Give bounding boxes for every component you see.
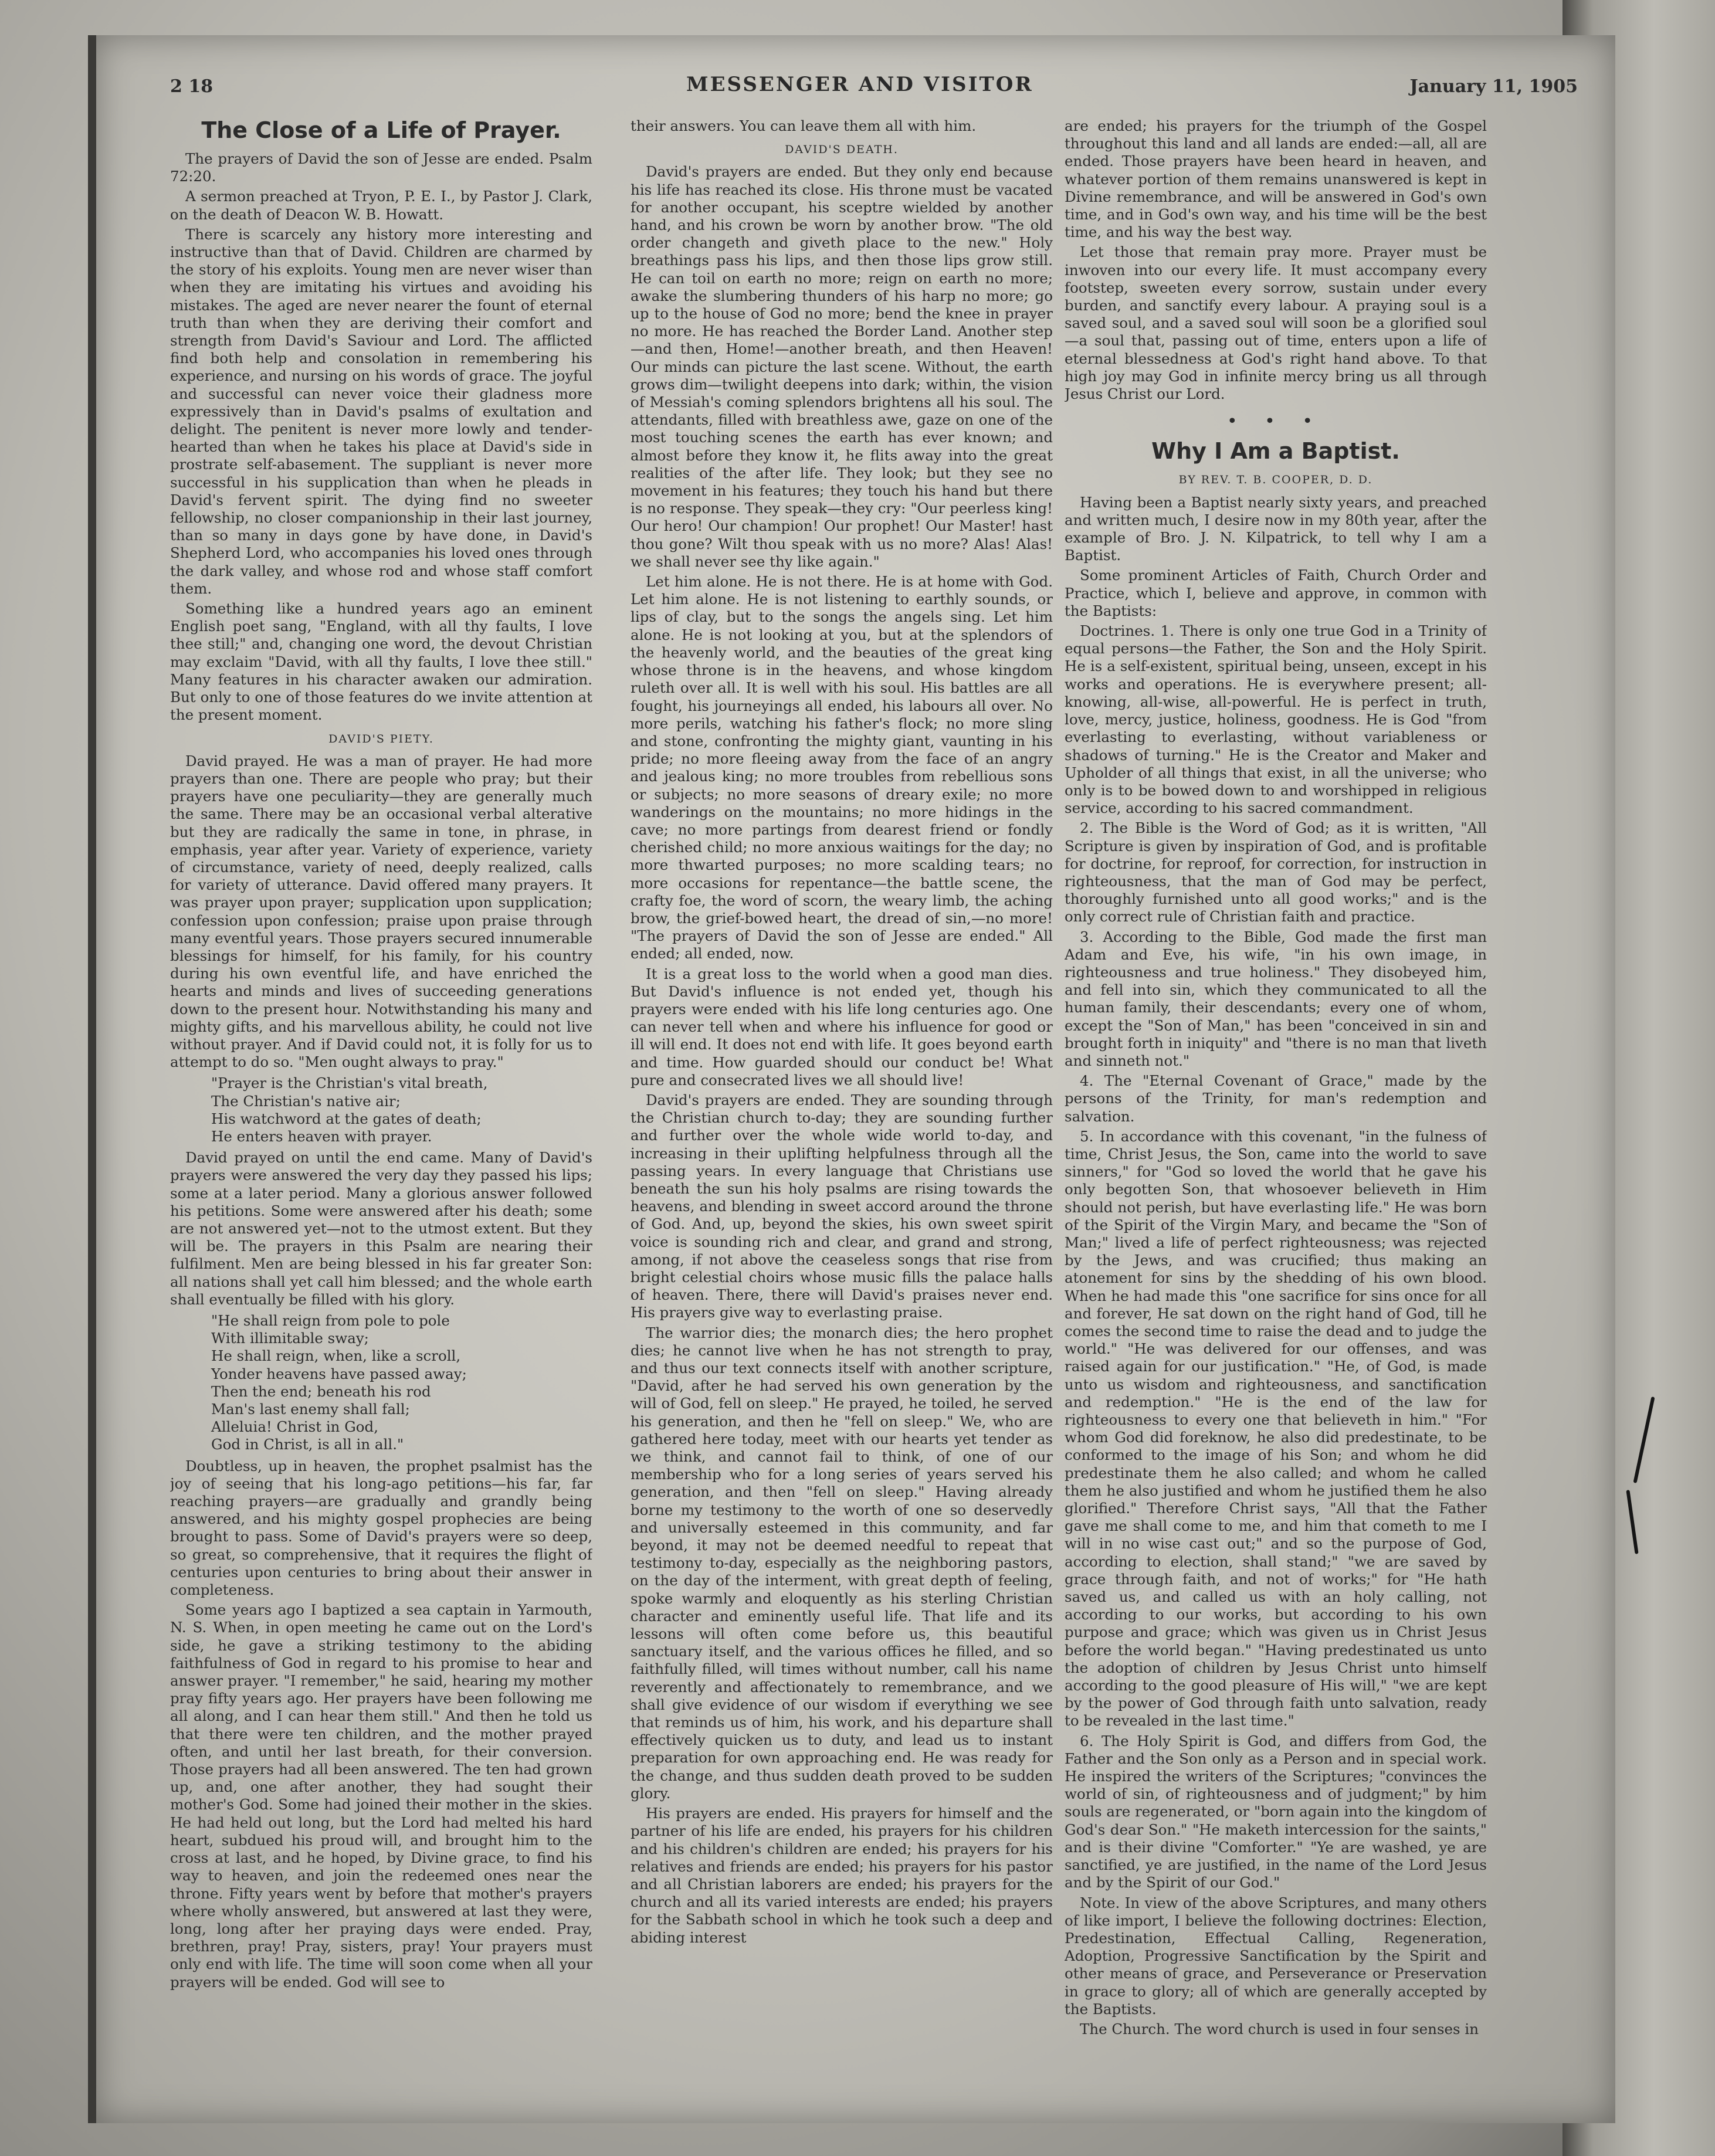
- paragraph: Let him alone. He is not there. He is at home with God. Let him alone. He is not listening to earthly sounds, or lips of clay, but to the songs the angels sing. Let him alone. He is not looking at you, but at the splendors of the heavenly world, and the beauties of the great king whose throne is in the heavens, and whose kingdom ruleth over all. It is well with his soul. His battles are all fought, his journeyings all ended, his labours all over. No more perils, watching his father's flock; no more sling and stone, confronting the mighty giant, vaunting in his pride; no more fleeing away from the face of an angry and jealous king; no more troubles from rebellious sons or subjects; no more seasons of dreary exile; no more wanderings on the mountains; no more hidings in the cave; no more partings from dearest friend or fondly cherished child; no more anxious waitings for the day; no more thwarted purposes; no more scalding tears; no more occasions for repentance—the battle scene, the crafty foe, the word of scorn, the weary limb, the aching brow, the grief-bowed heart, the dread of sin,—no more! "The prayers of David the son of Jesse are ended." All ended; all ended, now.: [631, 573, 1053, 962]
- paragraph: A sermon preached at Tryon, P. E. I., by Pastor J. Clark, on the death of Deacon W. B. Howatt.: [170, 188, 592, 223]
- paragraph: their answers. You can leave them all with him.: [631, 117, 977, 134]
- paragraph: Let those that remain pray more. Prayer must be inwoven into our every life. It must accompany every footstep, sweeten every sorrow, sustain under every burden, and sanctify every labour. A praying soul is a saved soul, and a saved soul will soon be a glorified soul—a soul that, passing out of time, enters upon a life of eternal blessedness at God's right hand above. To that high joy may God in infinite mercy bring us all through Jesus Christ our Lord.: [1065, 243, 1487, 403]
- paragraph: There is scarcely any history more interesting and instructive than that of David. Children are charmed by the story of his exploits. Young men are never wiser than when they are imitating his virtues and avoiding his mistakes. The aged are never nearer the fount of eternal truth than when they are deriving their comfort and strength from David's Saviour and Lord. The afflicted find both help and consolation in remembering his experience, and nursing on his words of grace. The joyful and successful can never voice their gladness more expressively than in David's psalms of exultation and delight. The penitent is never more lowly and tender-hearted than when he takes his place at David's side in prostrate self-abasement. The suppliant is never more successful in his supplication than when he pleads in David's fervent spirit. The dying find no sweeter fellowship, no closer companionship in their last journey, than so many in days gone by have done, in David's Shepherd Lord, who accompanies his loved ones through the dark valley, and whose rod and whose staff comfort them.: [170, 225, 592, 597]
- paragraph: It is a great loss to the world when a good man dies. But David's influence is not ended yet, though his prayers were ended with his life long centuries ago. One can never tell when and where his influence for good or ill will end. It does not end with life. It goes beyond earth and time. How guarded should our conduct be! What pure and consecrated lives we all should live!: [631, 965, 1053, 1089]
- masthead-title: MESSENGER AND VISITOR: [686, 73, 1033, 96]
- paragraph: Some prominent Articles of Faith, Church Order and Practice, which I, believe and approve, in common with the Baptists:: [1065, 567, 1487, 619]
- paragraph: His prayers are ended. His prayers for himself and the partner of his life are ended, his prayers for his children and his children's children are ended; his prayers for his relatives and friends are ended; his prayers for his pastor and all Christian laborers are ended; his prayers for the church and all its varied interests are ended; his prayers for the Sabbath school in which he took such a deep and abiding interest: [631, 1805, 1053, 1946]
- column-2: [631, 117, 1053, 2111]
- paragraph: David prayed on until the end came. Many of David's prayers were answered the very day they passed his lips; some at a later period. Many a glorious answer followed his petitions. Some were answered after his death; some are not answered yet—not to the utmost extent. But they will be. The prayers in this Psalm are nearing their fulfilment. Men are being blessed in his far greater Son: all nations shall yet call him blessed; and the whole earth shall eventually be filled with his glory.: [170, 1149, 592, 1308]
- section-divider: • • •: [1227, 412, 1324, 430]
- poem-verse: "Prayer is the Christian's vital breath, The Christian's native air; His watchword at the gates of death; He enters heaven with prayer.: [211, 1074, 488, 1145]
- paragraph: are ended; his prayers for the triumph of the Gospel throughout this land and all lands are ended:—all, all are ended. Those prayers have been heard in heaven, and whatever portion of them remains unanswered is kept in Divine remembrance, and will be answered in God's own time, and in God's own way, and his time will be the best time, and his way the best way.: [1065, 117, 1487, 241]
- column-1: [170, 117, 592, 2111]
- page-header: [170, 70, 1578, 106]
- paragraph: Something like a hundred years ago an eminent English poet sang, "England, with all thy faults, I love thee still;" and, changing one word, the devout Christian may exclaim "David, with all thy faults, I love thee still." Many features in his character awaken our admiration. But only to one of those features do we invite attention at the present moment.: [170, 600, 592, 724]
- article-headline: Why I Am a Baptist.: [1151, 438, 1400, 465]
- paragraph: The warrior dies; the monarch dies; the hero prophet dies; he cannot live when he has not strength to pray, and thus our text connects itself with another scripture, "David, after he had served his own generation by the will of God, fell on sleep." He prayed, he toiled, he served his generation, and then he "fell on sleep." We, who are gathered here today, meet with our hearts yet tender as we think, and cannot fail to think, of one of our membership who for a long series of years served his generation, and then "fell on sleep." Having already borne my testimony to the worth of one so deservedly and universally esteemed in this community, and far beyond, it may not be deemed needful to repeat that testimony to-day, especially as the neighboring pastors, on the day of the interment, with great depth of feeling, spoke warmly and eloquently as his sterling Christian character and eminently useful life. That life and its lessons will often come before us, this beautiful sanctuary itself, and the various offices he filled, and so faithfully filled, will times without number, call his name reverently and affectionately to remembrance, and we shall give evidence of our wisdom if everything we see that reminds us of him, his work, and his departure shall effectively quicken us to duty, and lead us to instant preparation for own approaching end. He was ready for the change, and thus sudden death proved to be sudden glory.: [631, 1324, 1053, 1802]
- paragraph: Doctrines. 1. There is only one true God in a Trinity of equal persons—the Father, the Son and the Holy Spirit. He is a self-existent, spiritual being, unseen, except in his works and operations. He is everywhere present; all-knowing, all-wise, all-powerful. He is perfect in truth, love, mercy, justice, holiness, goodness. He is God "from everlasting to everlasting, without variableness or shadows of turning." He is the Creator and Maker and Upholder of all things that exist, in all the universe; who only is to be bowed down to and worshipped in religious service, according to his sacred commandment.: [1065, 622, 1487, 817]
- article-headline: The Close of a Life of Prayer.: [201, 117, 561, 143]
- paragraph: Some years ago I baptized a sea captain in Yarmouth, N. S. When, in open meeting he came out on the Lord's side, he gave a striking testimony to the abiding faithfulness of God in regard to his promise to hear and answer prayer. "I remember," he said, hearing my mother pray fifty years ago. Her prayers have been following me all along, and I can hear them still." And then he told us that there were ten children, and the mother prayed often, and until her last breath, for their conversion. Those prayers had all been answered. The ten had grown up, and, one after another, they had sought their mother's God. Some had joined their mother in the skies. He had held out long, but the Lord had melted his hard heart, subdued his proud will, and brought him to the cross at last, and he hoped, by Divine grace, to find his way to heaven, and join the redeemed ones near the throne. Fifty years went by before that mother's prayers where wholly answered, but answered at last they were, long, long after her praying days were ended. Pray, brethren, pray! Pray, sisters, pray! Your prayers must only end with life. The time will soon come when all your prayers will be ended. God will see to: [170, 1601, 592, 1991]
- paragraph: 3. According to the Bible, God made the first man Adam and Eve, his wife, "in his own image, in righteousness and true holiness." They disobeyed him, and fell into sin, which they communicated to all the human family, their descendants; every one of whom, except the "Son of Man," has been "conceived in sin and brought forth in iniquity" and "there is no man that liveth and sinneth not.": [1065, 928, 1487, 1069]
- byline: BY REV. T. B. COOPER, D. D.: [1178, 473, 1373, 487]
- paragraph: David's prayers are ended. But they only end because his life has reached its close. His throne must be vacated for another occupant, his sceptre wielded by another hand, and his crown be worn by another brow. "The old order changeth and giveth place to the new." Holy breathings pass his lips, and then those lips grow still. He can toil on earth no more; reign on earth no more; awake the slumbering thunders of his harp no more; go up to the house of God no more; bend the knee in prayer no more. He has reached the Border Land. Another step—and then, Home!—another breath, and then Heaven! Our minds can picture the last scene. Without, the earth grows dim—twilight deepens into dark; within, the vision of Messiah's coming splendors brightens all his soul. The attendants, filled with breathless awe, gaze on one of the most touching scenes the earth has ever known; and almost before they know it, he flits away into the great realities of the after life. They look; but they see no movement in his features; they touch his hand but there is no response. They speak—they cry: "Our peerless king! Our hero! Our champion! Our prophet! Our Master! hast thou gone? Wilt thou speak with us no more? Alas! Alas! we shall never see thy like again.": [631, 163, 1053, 570]
- column-3: [1065, 117, 1487, 2111]
- section-subheading: DAVID'S DEATH.: [785, 143, 899, 157]
- paragraph: The Church. The word church is used in four senses in: [1080, 2020, 1479, 2038]
- paragraph: 2. The Bible is the Word of God; as it is written, "All Scripture is given by inspiration of God, and is profitable for doctrine, for reproof, for correction, for instruction in righteousness, that the man of God may be perfect, thoroughly furnished unto all good works;" and is the only correct rule of Christian faith and practice.: [1065, 819, 1487, 926]
- paragraph: 5. In accordance with this covenant, "in the fulness of time, Christ Jesus, the Son, came into the world to save sinners," for "God so loved the world that he gave his only begotten Son, that whosoever believeth in Him should not perish, but have everlasting life." He was born of the Spirit of the Virgin Mary, and became the "Son of Man;" lived a life of perfect righteousness; was rejected by the Jews, and was crucified; thus making an atonement for sins by the shedding of his own blood. When he had made this "one sacrifice for sins once for all and forever, He sat down on the right hand of God, till he comes the second time to raise the dead and to judge the world." "He was delivered for our offenses, and was raised again for our justification." "He, of God, is made unto us wisdom and righteousness, and sanctification and redemption." "He is the end of the law for righteousness to every one that believeth in him." "For whom God did foreknow, he also did predestinate, to be conformed to the image of his Son; and whom he did predestinate them he also called; and whom he called them he also justified and whom he justified them he also glorified." Therefore Christ says, "All that the Father gave me shall come to me, and him that cometh to me I will in no wise cast out;" and so the purpose of God, according to election, shall stand;" "we are saved by grace through faith, and not of works;" for "He hath saved us, and called us with an holy calling, not according to our works, but according to his own purpose and grace; which was given us in Christ Jesus before the world began." "Having predestinated us unto the adoption of children by Jesus Christ unto himself according to the good pleasure of His will," "we are kept by the power of God through faith unto salvation, ready to be revealed in the last time.": [1065, 1127, 1487, 1730]
- paragraph: Doubtless, up in heaven, the prophet psalmist has the joy of seeing that his long-ago petitions—his far, far reaching prayers—are gradually and grandly being answered, and his mighty gospel prophecies are being brought to pass. Some of David's prayers were so deep, so great, so comprehensive, that it requires the flight of centuries upon centuries to bring about their answer in completeness.: [170, 1457, 592, 1599]
- paragraph: Having been a Baptist nearly sixty years, and preached and written much, I desire now in my 80th year, after the example of Bro. J. N. Kilpatrick, to tell why I am a Baptist.: [1065, 493, 1487, 564]
- section-subheading: DAVID'S PIETY.: [328, 732, 434, 745]
- paragraph: David prayed. He was a man of prayer. He had more prayers than one. There are people who pray; but their prayers have one peculiarity—they are generally much the same. There may be an occasional verbal alterative but they are radically the same in tone, in phrase, in emphasis, year after year. Variety of experience, variety of circumstance, variety of need, deeply realized, calls for variety of utterance. David offered many prayers. It was prayer upon prayer; supplication upon supplication; confession upon confession; praise upon praise through many eventful years. Those prayers secured innumerable blessings for himself, for his family, for his country during his own eventful life, and have enriched the hearts and minds and lives of succeeding generations down to the present hour. Notwithstanding his many and mighty gifts, and his marvellous ability, he could not live without prayer. And if David could not, it is folly for us to attempt to do so. "Men ought always to pray.": [170, 752, 592, 1071]
- paragraph: Note. In view of the above Scriptures, and many others of like import, I believe the following doctrines: Election, Predestination, Effectual Calling, Regeneration, Adoption, Progressive Sanctification by the Spirit and other means of grace, and Perseverance or Preservation in grace to glory; all of which are generally accepted by the Baptists.: [1065, 1894, 1487, 2018]
- page-number: 2 18: [170, 76, 213, 97]
- paragraph: The prayers of David the son of Jesse are ended. Psalm 72:20.: [170, 150, 592, 185]
- paragraph: 4. The "Eternal Covenant of Grace," made by the persons of the Trinity, for man's redemption and salvation.: [1065, 1072, 1487, 1125]
- issue-date: January 11, 1905: [1409, 76, 1578, 97]
- paragraph: David's prayers are ended. They are sounding through the Christian church to-day; they are sounding further and further over the whole wide world to-day, and increasing in their uplifting helpfulness through all the passing years. In every language that Christians use beneath the sun his holy psalms are rising towards the heavens, and blending in sweet accord around the throne of God. And, up, beyond the skies, his own sweet spirit voice is sounding rich and clear, and grand and strong, among, if not above the ceaseless songs that rise from bright celestial choirs whose music fills the palace halls of heaven. There, there will David's praises never end. His prayers give way to everlasting praise.: [631, 1091, 1053, 1321]
- paragraph: 6. The Holy Spirit is God, and differs from God, the Father and the Son only as a Person and in special work. He inspired the writers of the Scriptures; "convinces the world of sin, of righteousness and of judgment;" by him souls are regenerated, or "born again into the kingdom of God's dear Son." "He maketh intercession for the saints," and is their divine "Comforter." "Ye are washed, ye are sanctified, ye are justified, in the name of the Lord Jesus and by the Spirit of our God.": [1065, 1732, 1487, 1891]
- poem-verse: "He shall reign from pole to pole With illimitable sway; He shall reign, when, like a scroll, Yonder heavens have passed away; Then the end; beneath his rod Man's last enemy shall fall; Alleluia! Christ in God, God in Christ, is all in all.": [211, 1312, 467, 1453]
